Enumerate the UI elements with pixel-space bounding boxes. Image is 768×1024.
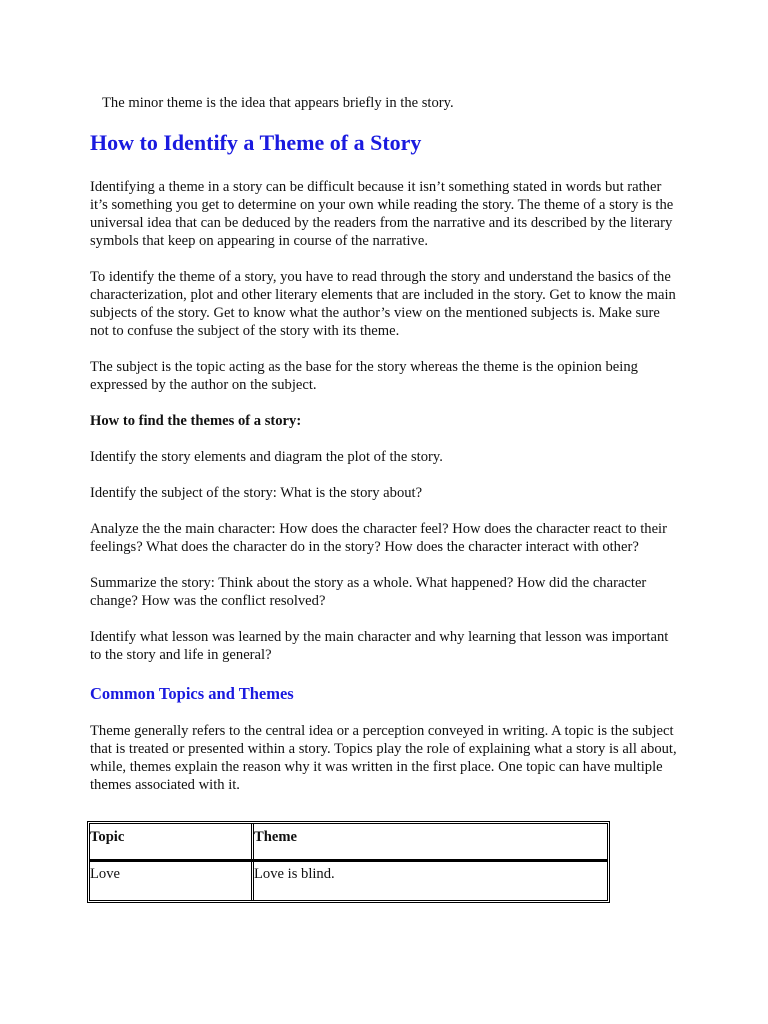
step-item: Identify what lesson was learned by the main character and why learning that lesson was important to the story and life in general? (90, 629, 669, 663)
paragraph-identify-theme-steps: To identify the theme of a story, you have to read through the story and understand the basics of the characterization, plot and other literary elements that are included in the story. Get to know the main subjects of the story. Get to know what the author’s view on the mentioned subjects is. Make sure not to confuse the subject of the story with its theme. (90, 269, 676, 339)
table-header-topic: Topic (90, 829, 125, 845)
minor-theme-text: The minor theme is the idea that appears briefly in the story. (102, 95, 454, 111)
subheading-find-themes: How to find the themes of a story: (90, 413, 302, 429)
table-cell-theme: Love is blind. (254, 866, 335, 882)
table-cell-topic: Love (90, 866, 120, 882)
paragraph-subject-vs-theme: The subject is the topic acting as the base for the story whereas the theme is the opinion being expressed by the author on the subject. (90, 359, 638, 393)
table-header-theme: Theme (254, 829, 297, 845)
topic-theme-table (87, 821, 610, 903)
document-body (90, 94, 680, 794)
step-item: Analyze the the main character: How does the character feel? How does the character react to their feelings? What does the character do in the story? How does the character interact with other? (90, 521, 667, 555)
paragraph-identifying-theme: Identifying a theme in a story can be difficult because it isn’t something stated in words but rather it’s something you get to determine on your own while reading the story. The theme of a story is the universal idea that can be deduced by the readers from the narrative and its described by the literary symbols that keep on appearing in course of the narrative. (90, 179, 674, 249)
table-row-divider (90, 859, 607, 862)
step-item: Identify the story elements and diagram the plot of the story. (90, 449, 443, 465)
paragraph-topics-themes: Theme generally refers to the central idea or a perception conveyed in writing. A topic is the subject that is treated or presented within a story. Topics play the role of explaining what a story is all about, while, themes explain the reason why it was written in the first place. One topic can have multiple themes associated with it. (90, 723, 677, 793)
section-heading-common-topics: Common Topics and Themes (90, 684, 294, 703)
section-heading-identify-theme: How to Identify a Theme of a Story (90, 130, 422, 155)
step-item: Summarize the story: Think about the story as a whole. What happened? How did the character change? How was the conflict resolved? (90, 575, 647, 609)
step-item: Identify the subject of the story: What is the story about? (90, 485, 423, 501)
